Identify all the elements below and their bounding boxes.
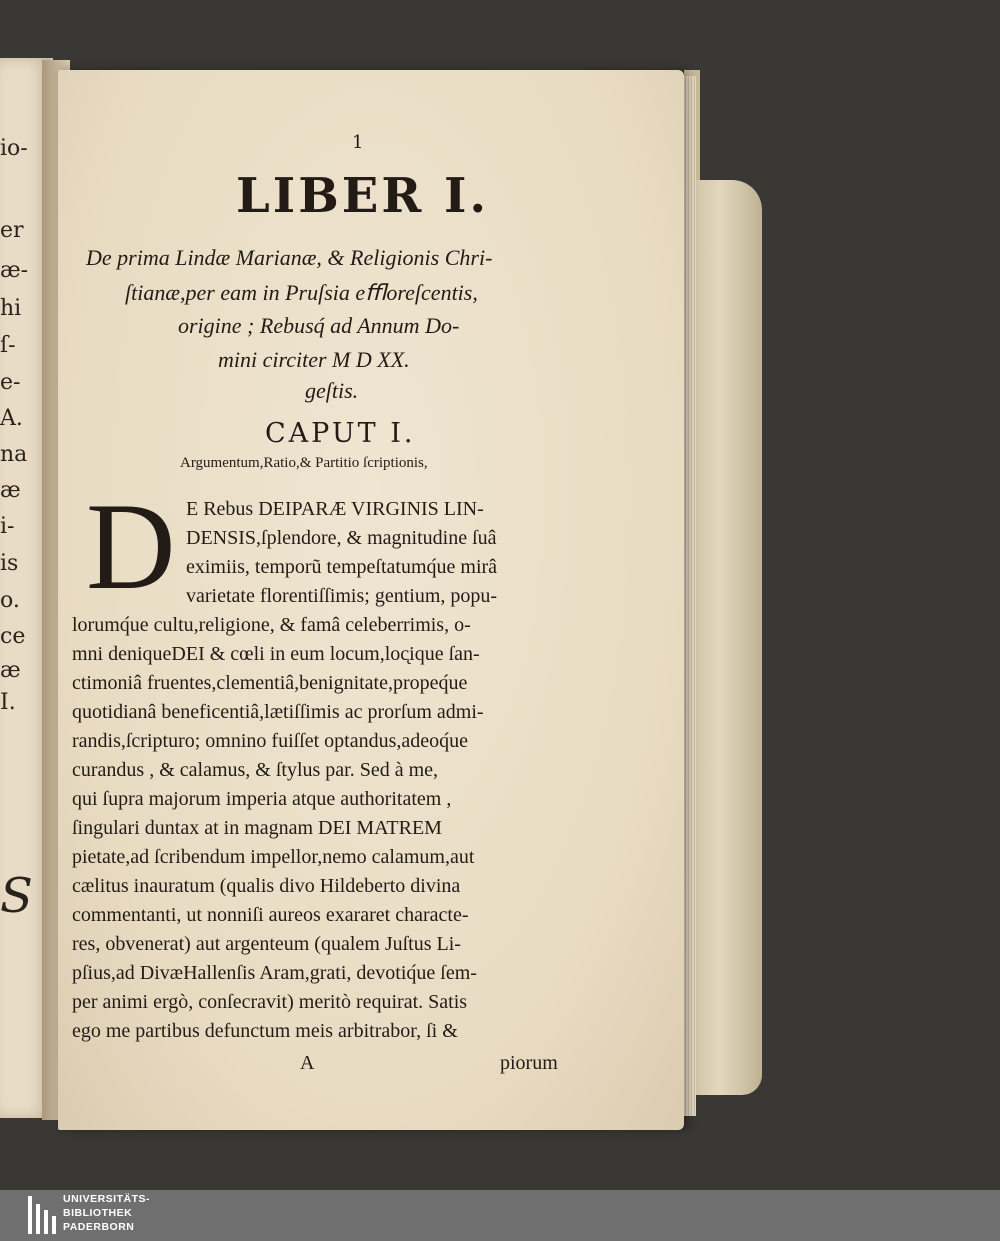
subtitle-line: mini circiter M D XX.	[218, 347, 410, 372]
chapter-heading: CAPUT I.	[265, 418, 416, 449]
body-line: eximiis, temporũ tempeſtatumq́ue mirâ	[186, 556, 498, 578]
body-line: ſingulari duntax at in magnam DEI MATREM	[72, 817, 442, 839]
left-page-fragment: is	[0, 551, 19, 576]
signature-mark: A	[300, 1052, 315, 1074]
drop-cap: D	[86, 478, 176, 615]
left-page-fragment: æ	[0, 478, 21, 503]
body-line: E Rebus DEIPARÆ VIRGINIS LIN-	[186, 498, 484, 520]
left-page-fragment: na	[0, 442, 28, 467]
library-name-line: UNIVERSITÄTS-	[63, 1193, 151, 1205]
catchword: piorum	[500, 1052, 558, 1074]
body-line: pietate,ad ſcribendum impellor,nemo calamum,aut	[72, 846, 475, 868]
page-number: 1	[352, 132, 364, 153]
left-page-fragment: er	[0, 218, 24, 243]
subtitle-line: De prima Lindæ Marianæ, & Religionis Chri-	[86, 245, 493, 270]
body-line: pſius,ad DivæHallenſis Aram,grati, devotiq́ue ſem-	[72, 962, 477, 984]
left-page-fragment: ſ-	[0, 333, 16, 358]
left-page-fragment: æ-	[0, 258, 29, 283]
body-line: ego me partibus defunctum meis arbitrabor, ſi &	[72, 1020, 458, 1042]
body-line: commentanti, ut nonniſi aureos exararet characte-	[72, 904, 469, 926]
body-line: DENSIS,ſplendore, & magnitudine ſuâ	[186, 527, 497, 549]
body-line: quotidianâ beneficentiâ,lætiſſimis ac prorſum admi-	[72, 701, 484, 723]
body-line: lorumq́ue cultu,religione, & famâ celeberrimis, o-	[72, 614, 471, 636]
library-footer-bar	[0, 1190, 1000, 1241]
subtitle-line: origine ; Rebusq́ ad Annum Do-	[178, 313, 460, 338]
body-line: qui ſupra majorum imperia atque authoritatem ,	[72, 788, 452, 810]
subtitle-line: geſtis.	[305, 378, 359, 403]
body-line: varietate florentiſſimis; gentium, popu-	[186, 585, 498, 607]
body-line: curandus , & calamus, & ſtylus par. Sed à me,	[72, 759, 439, 781]
left-page-fragment: io-	[0, 136, 28, 161]
subtitle-line: ſtianæ,per eam in Pruſsia eﬄoreſcentis,	[125, 280, 478, 305]
library-logo-icon	[28, 1196, 58, 1234]
body-line: mni deniqueDEI & cœli in eum locum,loc̨ique ſan-	[72, 643, 480, 665]
left-page-fragment: hi	[0, 296, 22, 321]
book-title: LIBER I.	[236, 168, 490, 224]
left-page-fragment: ce	[0, 624, 26, 649]
left-page-fragment: A.	[0, 406, 23, 431]
body-line: ctimoniâ fruentes,clementiâ,benignitate,propeq́ue	[72, 672, 468, 694]
body-line: cælitus inauratum (qualis divo Hildeberto divina	[72, 875, 461, 897]
body-line: per animi ergò, conſecravit) meritò requirat. Satis	[72, 991, 468, 1013]
left-page-fragment: o.	[0, 588, 20, 613]
vellum-cover-edge	[692, 180, 762, 1095]
left-page-fragment: I.	[0, 690, 16, 715]
library-name-line: BIBLIOTHEK	[63, 1207, 133, 1219]
body-line: res, obvenerat) aut argenteum (qualem Juſtus Li-	[72, 933, 461, 955]
left-page-fragment: æ	[0, 658, 21, 683]
left-page-fragment: S	[0, 868, 33, 924]
body-line: randis,ſcripturo; omnino fuiſſet optandus,adeoq́ue	[72, 730, 469, 752]
chapter-argument: Argumentum,Ratio,& Partitio ſcriptionis,	[180, 455, 428, 471]
left-page-fragment: i-	[0, 514, 15, 539]
left-page-fragment: e-	[0, 370, 21, 395]
library-name-line: PADERBORN	[63, 1221, 135, 1233]
